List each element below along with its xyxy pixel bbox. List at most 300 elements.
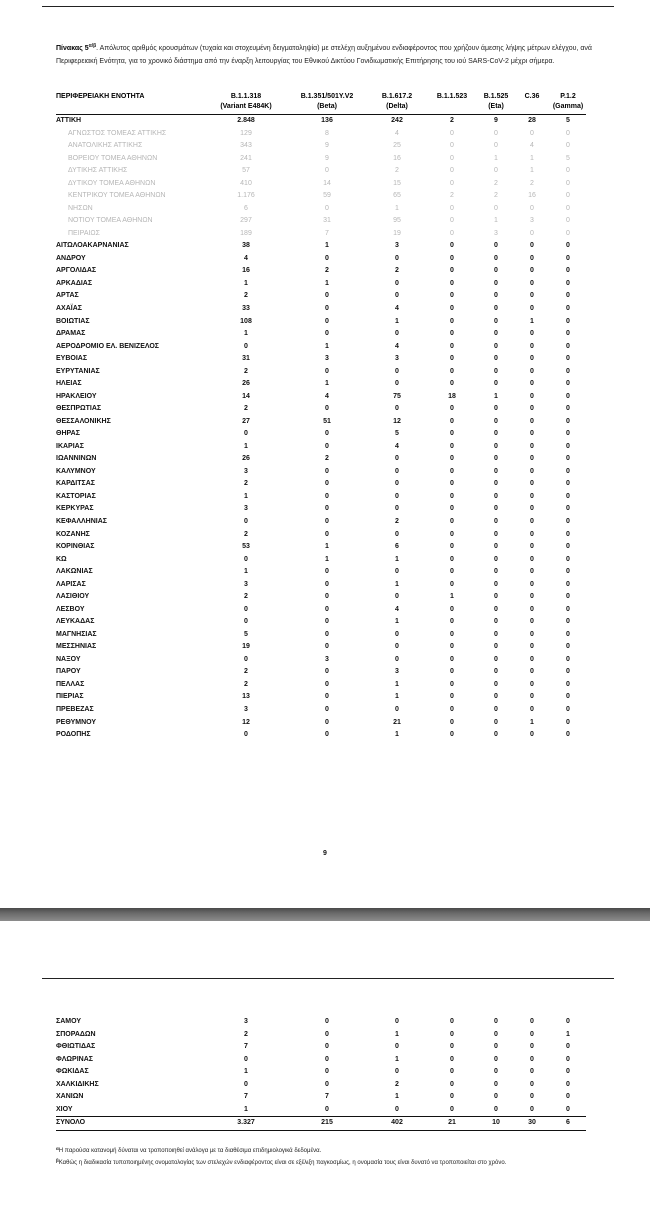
table-row — [56, 579, 586, 592]
count-cell: 0 — [244, 430, 248, 438]
count-cell: 0 — [325, 204, 329, 212]
count-cell: 0 — [494, 1080, 498, 1088]
region-name: ΒΟΙΩΤΙΑΣ — [56, 317, 90, 325]
table-row — [56, 541, 586, 554]
count-cell: 53 — [242, 543, 250, 551]
count-cell: 0 — [450, 568, 454, 576]
table-row — [56, 729, 586, 742]
count-cell: 0 — [530, 668, 534, 676]
count-cell: 0 — [566, 543, 570, 551]
header-gamma: P.1.2 (Gamma) — [552, 93, 584, 110]
table-row — [56, 378, 586, 391]
count-cell: 410 — [240, 179, 252, 187]
count-cell: 0 — [494, 405, 498, 413]
table-row — [56, 717, 586, 730]
count-cell: 0 — [325, 405, 329, 413]
count-cell: 0 — [244, 605, 248, 613]
count-cell: 1 — [395, 317, 399, 325]
count-cell: 0 — [325, 367, 329, 375]
region-name: ΑΕΡΟΔΡΟΜΙΟ ΕΛ. ΒΕΝΙΖΕΛΟΣ — [56, 342, 159, 350]
count-cell: 0 — [395, 492, 399, 500]
caption-label: Πίνακας 5 — [56, 45, 89, 52]
count-cell: 0 — [494, 630, 498, 638]
count-cell: 0 — [494, 568, 498, 576]
count-cell: 4 — [244, 254, 248, 262]
header-beta: B.1.351/501Y.V2 (Beta) — [300, 93, 354, 110]
count-cell: 4 — [325, 392, 329, 400]
region-name: ΛΑΡΙΣΑΣ — [56, 580, 86, 588]
count-cell: 242 — [391, 117, 403, 124]
count-cell: 5 — [244, 630, 248, 638]
table-row — [56, 1104, 586, 1117]
table-row — [56, 466, 586, 479]
table-row — [56, 629, 586, 642]
region-name: ΦΛΩΡΙΝΑΣ — [56, 1055, 93, 1063]
count-cell: 0 — [494, 731, 498, 739]
count-cell: 0 — [395, 367, 399, 375]
table-row — [56, 453, 586, 466]
region-name: ΙΚΑΡΙΑΣ — [56, 442, 84, 450]
count-cell: 0 — [566, 254, 570, 262]
count-cell: 0 — [530, 455, 534, 463]
header-b11318: B.1.1.318 (Variant E484K) — [220, 93, 272, 110]
count-cell: 0 — [530, 1068, 534, 1076]
count-cell: 19 — [242, 643, 250, 651]
count-cell: 0 — [530, 1030, 534, 1038]
count-cell: 12 — [242, 718, 250, 726]
page-top-rule — [42, 6, 614, 7]
count-cell: 0 — [450, 229, 454, 237]
count-cell: 0 — [395, 380, 399, 388]
count-cell: 3 — [244, 1018, 248, 1025]
count-cell: 57 — [242, 167, 250, 175]
caption-text: . Απόλυτος αριθμός κρουσμάτων (τυχαία και στοχευμένη δειγματοληψία) με στελέχη αυξημένου ενδιαφέροντος που χρήζουν άμεσης λήψης μέτρων ελέγχου, ανά Περιφερειακή Ενότητα, για το χρονικό διάστημα από την έναρξη λειτουργίας του Εθνικού Δικτύου Γονιδιωματικής Επιτήρησης του ιού SARS-CoV-2 μέχρι σήμερα. — [56, 45, 592, 65]
count-cell: 0 — [530, 380, 534, 388]
count-cell: 0 — [494, 167, 498, 175]
count-cell: 1 — [395, 1055, 399, 1063]
count-cell: 0 — [325, 518, 329, 525]
region-name: ΚΑΣΤΟΡΙΑΣ — [56, 492, 96, 500]
count-cell: 38 — [242, 242, 250, 250]
count-cell: 1 — [244, 279, 248, 287]
count-cell: 0 — [566, 467, 570, 475]
count-cell: 9 — [325, 142, 329, 150]
count-cell: 0 — [325, 618, 329, 626]
count-cell: 0 — [494, 1093, 498, 1101]
region-name: ΛΑΚΩΝΙΑΣ — [56, 568, 93, 576]
count-cell: 0 — [566, 430, 570, 438]
count-cell: 5 — [566, 154, 570, 162]
count-cell: 0 — [530, 643, 534, 651]
count-cell: 0 — [494, 342, 498, 350]
count-cell: 9 — [494, 117, 498, 124]
count-cell: 0 — [325, 1080, 329, 1088]
count-cell: 2 — [395, 167, 399, 175]
footnote: $^\alpha$Η παρούσα κατανομή δύναται να τροποποιηθεί ανάλογα με τα διαθέσιμα επιδημιολογικά δεδομένα. — [56, 1146, 322, 1154]
count-cell: 0 — [450, 1030, 454, 1038]
table-body-page-2 — [56, 1016, 586, 1130]
region-name: ΡΕΘΥΜΝΟΥ — [56, 718, 97, 726]
table-row — [56, 278, 586, 291]
count-cell: 12 — [393, 417, 401, 425]
region-name: ΡΟΔΟΠΗΣ — [56, 731, 91, 739]
count-cell: 4 — [395, 304, 399, 312]
count-cell: 3 — [244, 705, 248, 713]
count-cell: 0 — [494, 1055, 498, 1063]
count-cell: 26 — [242, 455, 250, 463]
count-cell: 0 — [530, 330, 534, 338]
count-cell: 0 — [244, 518, 248, 525]
count-cell: 4 — [395, 605, 399, 613]
count-cell: 6 — [550, 1117, 586, 1131]
count-cell: 33 — [242, 304, 250, 312]
count-cell: 0 — [566, 342, 570, 350]
region-name: ΑΡΓΟΛΙΔΑΣ — [56, 267, 97, 275]
count-cell: 0 — [530, 605, 534, 613]
count-cell: 0 — [566, 204, 570, 212]
region-name: ΛΑΣΙΘΙΟΥ — [56, 593, 90, 601]
header-c36: C.36 — [524, 93, 540, 100]
count-cell: 0 — [530, 304, 534, 312]
count-cell: 1 — [325, 380, 329, 388]
region-name: ΠΕΛΛΑΣ — [56, 680, 85, 688]
count-cell: 0 — [450, 1018, 454, 1025]
count-cell: 0 — [530, 267, 534, 275]
count-cell: 0 — [530, 405, 534, 413]
count-cell: 1 — [244, 568, 248, 576]
count-cell: 0 — [325, 731, 329, 739]
count-cell: 0 — [530, 254, 534, 262]
count-cell: 0 — [450, 505, 454, 513]
count-cell: 0 — [566, 330, 570, 338]
header-b11523: B.1.1.523 — [436, 93, 468, 100]
count-cell: 0 — [450, 242, 454, 250]
count-cell: 1 — [395, 1030, 399, 1038]
count-cell: 0 — [450, 605, 454, 613]
table-row — [56, 441, 586, 454]
count-cell: 0 — [566, 1018, 570, 1025]
region-name: ΠΑΡΟΥ — [56, 668, 81, 676]
table-row — [56, 503, 586, 516]
count-cell: 0 — [325, 442, 329, 450]
count-cell: 0 — [566, 1093, 570, 1101]
count-cell: 0 — [566, 718, 570, 726]
count-cell: 0 — [494, 580, 498, 588]
count-cell: 0 — [566, 492, 570, 500]
count-cell: 2.848 — [237, 117, 255, 124]
count-cell: 0 — [566, 605, 570, 613]
count-cell: 1 — [494, 392, 498, 400]
page-number: 9 — [323, 850, 327, 857]
count-cell: 2 — [244, 530, 248, 538]
count-cell: 0 — [450, 405, 454, 413]
region-name: ΔΥΤΙΚΟΥ ΤΟΜΕΑ ΑΘΗΝΩΝ — [68, 179, 156, 187]
count-cell: 2 — [530, 179, 534, 187]
count-cell: 0 — [450, 680, 454, 688]
count-cell: 0 — [450, 618, 454, 626]
region-name: ΕΥΡΥΤΑΝΙΑΣ — [56, 367, 100, 375]
table-row — [56, 1016, 586, 1029]
count-cell: 25 — [393, 142, 401, 150]
region-name: ΗΡΑΚΛΕΙΟΥ — [56, 392, 97, 400]
count-cell: 0 — [450, 731, 454, 739]
count-cell: 15 — [393, 179, 401, 187]
count-cell: 0 — [325, 605, 329, 613]
count-cell: 4 — [395, 442, 399, 450]
count-cell: 0 — [566, 731, 570, 739]
count-cell: 0 — [395, 467, 399, 475]
count-cell: 0 — [566, 380, 570, 388]
count-cell: 1 — [244, 1105, 248, 1113]
count-cell: 7 — [325, 229, 329, 237]
region-name: ΧΑΛΚΙΔΙΚΗΣ — [56, 1080, 99, 1088]
count-cell: 0 — [325, 330, 329, 338]
count-cell: 0 — [450, 1080, 454, 1088]
count-cell: 65 — [393, 192, 401, 200]
count-cell: 4 — [395, 342, 399, 350]
count-cell: 0 — [566, 568, 570, 576]
region-name: ΧΑΝΙΩΝ — [56, 1093, 84, 1101]
count-cell: 2 — [244, 405, 248, 413]
page-separator — [0, 908, 650, 921]
region-name: ΘΕΣΣΑΛΟΝΙΚΗΣ — [56, 417, 111, 425]
region-name: ΚΕΦΑΛΛΗΝΙΑΣ — [56, 518, 107, 525]
count-cell: 95 — [393, 217, 401, 225]
count-cell: 0 — [325, 304, 329, 312]
table-row — [56, 366, 586, 379]
count-cell: 0 — [530, 555, 534, 563]
count-cell: 0 — [325, 1055, 329, 1063]
count-cell: 1 — [530, 154, 534, 162]
table-row — [56, 1029, 586, 1042]
count-cell: 0 — [494, 467, 498, 475]
count-cell: 3 — [325, 355, 329, 363]
count-cell: 16 — [242, 267, 250, 275]
count-cell: 6 — [244, 204, 248, 212]
region-name: ΜΑΓΝΗΣΙΑΣ — [56, 630, 97, 638]
count-cell: 0 — [450, 154, 454, 162]
count-cell: 21 — [393, 718, 401, 726]
region-name: ΝΗΣΩΝ — [68, 204, 93, 212]
table-row — [56, 328, 586, 341]
count-cell: 0 — [450, 179, 454, 187]
count-cell: 0 — [530, 543, 534, 551]
count-cell: 0 — [325, 254, 329, 262]
count-cell: 4 — [395, 129, 399, 137]
region-name: ΠΡΕΒΕΖΑΣ — [56, 705, 94, 713]
count-cell: 0 — [530, 505, 534, 513]
table-row — [56, 654, 586, 667]
count-cell: 0 — [450, 630, 454, 638]
region-name: ΚΟΡΙΝΘΙΑΣ — [56, 543, 95, 551]
count-cell: 0 — [530, 342, 534, 350]
variants-table — [56, 92, 586, 742]
count-cell: 0 — [450, 254, 454, 262]
table-row — [56, 165, 586, 178]
region-name: ΠΕΙΡΑΙΩΣ — [68, 229, 100, 237]
region-name: ΑΝΑΤΟΛΙΚΗΣ ΑΤΤΙΚΗΣ — [68, 142, 143, 150]
count-cell: 0 — [530, 655, 534, 663]
count-cell: 0 — [566, 242, 570, 250]
count-cell: 0 — [450, 480, 454, 488]
count-cell: 2 — [244, 367, 248, 375]
count-cell: 0 — [325, 568, 329, 576]
count-cell: 0 — [566, 217, 570, 225]
count-cell: 129 — [240, 129, 252, 137]
count-cell: 136 — [321, 117, 333, 124]
region-name: ΛΕΣΒΟΥ — [56, 605, 85, 613]
count-cell: 7 — [244, 1043, 248, 1051]
region-name: ΔΡΑΜΑΣ — [56, 330, 86, 338]
table-row — [56, 641, 586, 654]
count-cell: 1 — [395, 555, 399, 563]
count-cell: 0 — [566, 668, 570, 676]
count-cell: 0 — [450, 718, 454, 726]
table-row — [56, 679, 586, 692]
count-cell: 0 — [450, 555, 454, 563]
count-cell: 0 — [325, 1068, 329, 1076]
count-cell: 0 — [530, 530, 534, 538]
count-cell: 0 — [566, 530, 570, 538]
count-cell: 0 — [395, 480, 399, 488]
region-name: ΚΑΡΔΙΤΣΑΣ — [56, 480, 95, 488]
count-cell: 0 — [530, 1043, 534, 1051]
region-name: ΚΟΖΑΝΗΣ — [56, 530, 90, 538]
count-cell: 0 — [530, 229, 534, 237]
count-cell: 0 — [494, 279, 498, 287]
count-cell: 1 — [395, 204, 399, 212]
count-cell: 9 — [325, 154, 329, 162]
count-cell: 2 — [450, 117, 454, 124]
count-cell: 0 — [494, 555, 498, 563]
table-row — [56, 1117, 586, 1131]
count-cell: 0 — [494, 605, 498, 613]
count-cell: 0 — [494, 618, 498, 626]
region-name: ΦΩΚΙΔΑΣ — [56, 1068, 89, 1076]
count-cell: 0 — [450, 1093, 454, 1101]
count-cell: 0 — [566, 304, 570, 312]
count-cell: 0 — [325, 593, 329, 601]
table-row — [56, 428, 586, 441]
count-cell: 1 — [395, 693, 399, 701]
count-cell: 0 — [450, 167, 454, 175]
table-row — [56, 353, 586, 366]
header-region: ΠΕΡΙΦΕΡΕΙΑΚΗ ΕΝΟΤΗΤΑ — [56, 93, 145, 100]
table-row — [56, 153, 586, 166]
count-cell: 0 — [530, 705, 534, 713]
count-cell: 0 — [450, 530, 454, 538]
count-cell: 0 — [450, 204, 454, 212]
table-row — [56, 240, 586, 253]
count-cell: 0 — [494, 129, 498, 137]
region-name: ΘΕΣΠΡΩΤΙΑΣ — [56, 405, 102, 413]
count-cell: 0 — [395, 705, 399, 713]
table-row — [56, 1054, 586, 1067]
count-cell: 0 — [325, 467, 329, 475]
count-cell: 1 — [450, 593, 454, 601]
count-cell: 0 — [530, 593, 534, 601]
count-cell: 0 — [494, 1018, 498, 1025]
count-cell: 0 — [530, 580, 534, 588]
count-cell: 297 — [240, 217, 252, 225]
region-name: ΣΥΝΟΛΟ — [56, 1117, 206, 1131]
count-cell: 0 — [494, 505, 498, 513]
header-eta: B.1.525 (Eta) — [483, 93, 509, 110]
count-cell: 0 — [494, 518, 498, 525]
count-cell: 0 — [494, 242, 498, 250]
count-cell: 0 — [325, 430, 329, 438]
count-cell: 0 — [325, 1030, 329, 1038]
count-cell: 0 — [566, 1080, 570, 1088]
count-cell: 0 — [395, 1043, 399, 1051]
table-row — [56, 115, 586, 128]
count-cell: 2 — [244, 1030, 248, 1038]
count-cell: 0 — [325, 317, 329, 325]
count-cell: 0 — [566, 693, 570, 701]
count-cell: 0 — [450, 304, 454, 312]
count-cell: 0 — [494, 304, 498, 312]
count-cell: 0 — [244, 618, 248, 626]
count-cell: 1 — [244, 330, 248, 338]
table-row — [56, 1091, 586, 1104]
table-row — [56, 178, 586, 191]
count-cell: 0 — [395, 655, 399, 663]
count-cell: 0 — [395, 630, 399, 638]
count-cell: 0 — [450, 492, 454, 500]
count-cell: 0 — [530, 680, 534, 688]
region-name: ΣΠΟΡΑΔΩΝ — [56, 1030, 96, 1038]
count-cell: 1 — [325, 543, 329, 551]
count-cell: 0 — [530, 1018, 534, 1025]
count-cell: 0 — [395, 1068, 399, 1076]
table-row — [56, 666, 586, 679]
count-cell: 0 — [395, 643, 399, 651]
count-cell: 0 — [494, 380, 498, 388]
count-cell: 0 — [530, 618, 534, 626]
count-cell: 1 — [395, 1093, 399, 1101]
count-cell: 2 — [395, 1080, 399, 1088]
region-name: ΚΕΝΤΡΙΚΟΥ ΤΟΜΕΑ ΑΘΗΝΩΝ — [68, 192, 166, 200]
count-cell: 0 — [530, 430, 534, 438]
count-cell: 0 — [566, 705, 570, 713]
table-row — [56, 228, 586, 241]
count-cell: 0 — [450, 317, 454, 325]
count-cell: 0 — [450, 467, 454, 475]
count-cell: 3 — [244, 467, 248, 475]
count-cell: 0 — [494, 367, 498, 375]
count-cell: 0 — [450, 543, 454, 551]
count-cell: 0 — [494, 1043, 498, 1051]
count-cell: 0 — [395, 455, 399, 463]
count-cell: 0 — [530, 467, 534, 475]
count-cell: 0 — [566, 518, 570, 525]
region-name: ΑΤΤΙΚΗ — [56, 117, 82, 124]
count-cell: 0 — [450, 1068, 454, 1076]
region-name: ΑΡΚΑΔΙΑΣ — [56, 279, 93, 287]
count-cell: 0 — [325, 718, 329, 726]
count-cell: 0 — [325, 292, 329, 300]
count-cell: 0 — [494, 693, 498, 701]
count-cell: 0 — [450, 380, 454, 388]
count-cell: 0 — [494, 1030, 498, 1038]
count-cell: 0 — [566, 279, 570, 287]
count-cell: 0 — [325, 643, 329, 651]
count-cell: 0 — [530, 129, 534, 137]
count-cell: 0 — [244, 555, 248, 563]
count-cell: 3 — [325, 655, 329, 663]
count-cell: 0 — [244, 342, 248, 350]
count-cell: 2 — [325, 455, 329, 463]
